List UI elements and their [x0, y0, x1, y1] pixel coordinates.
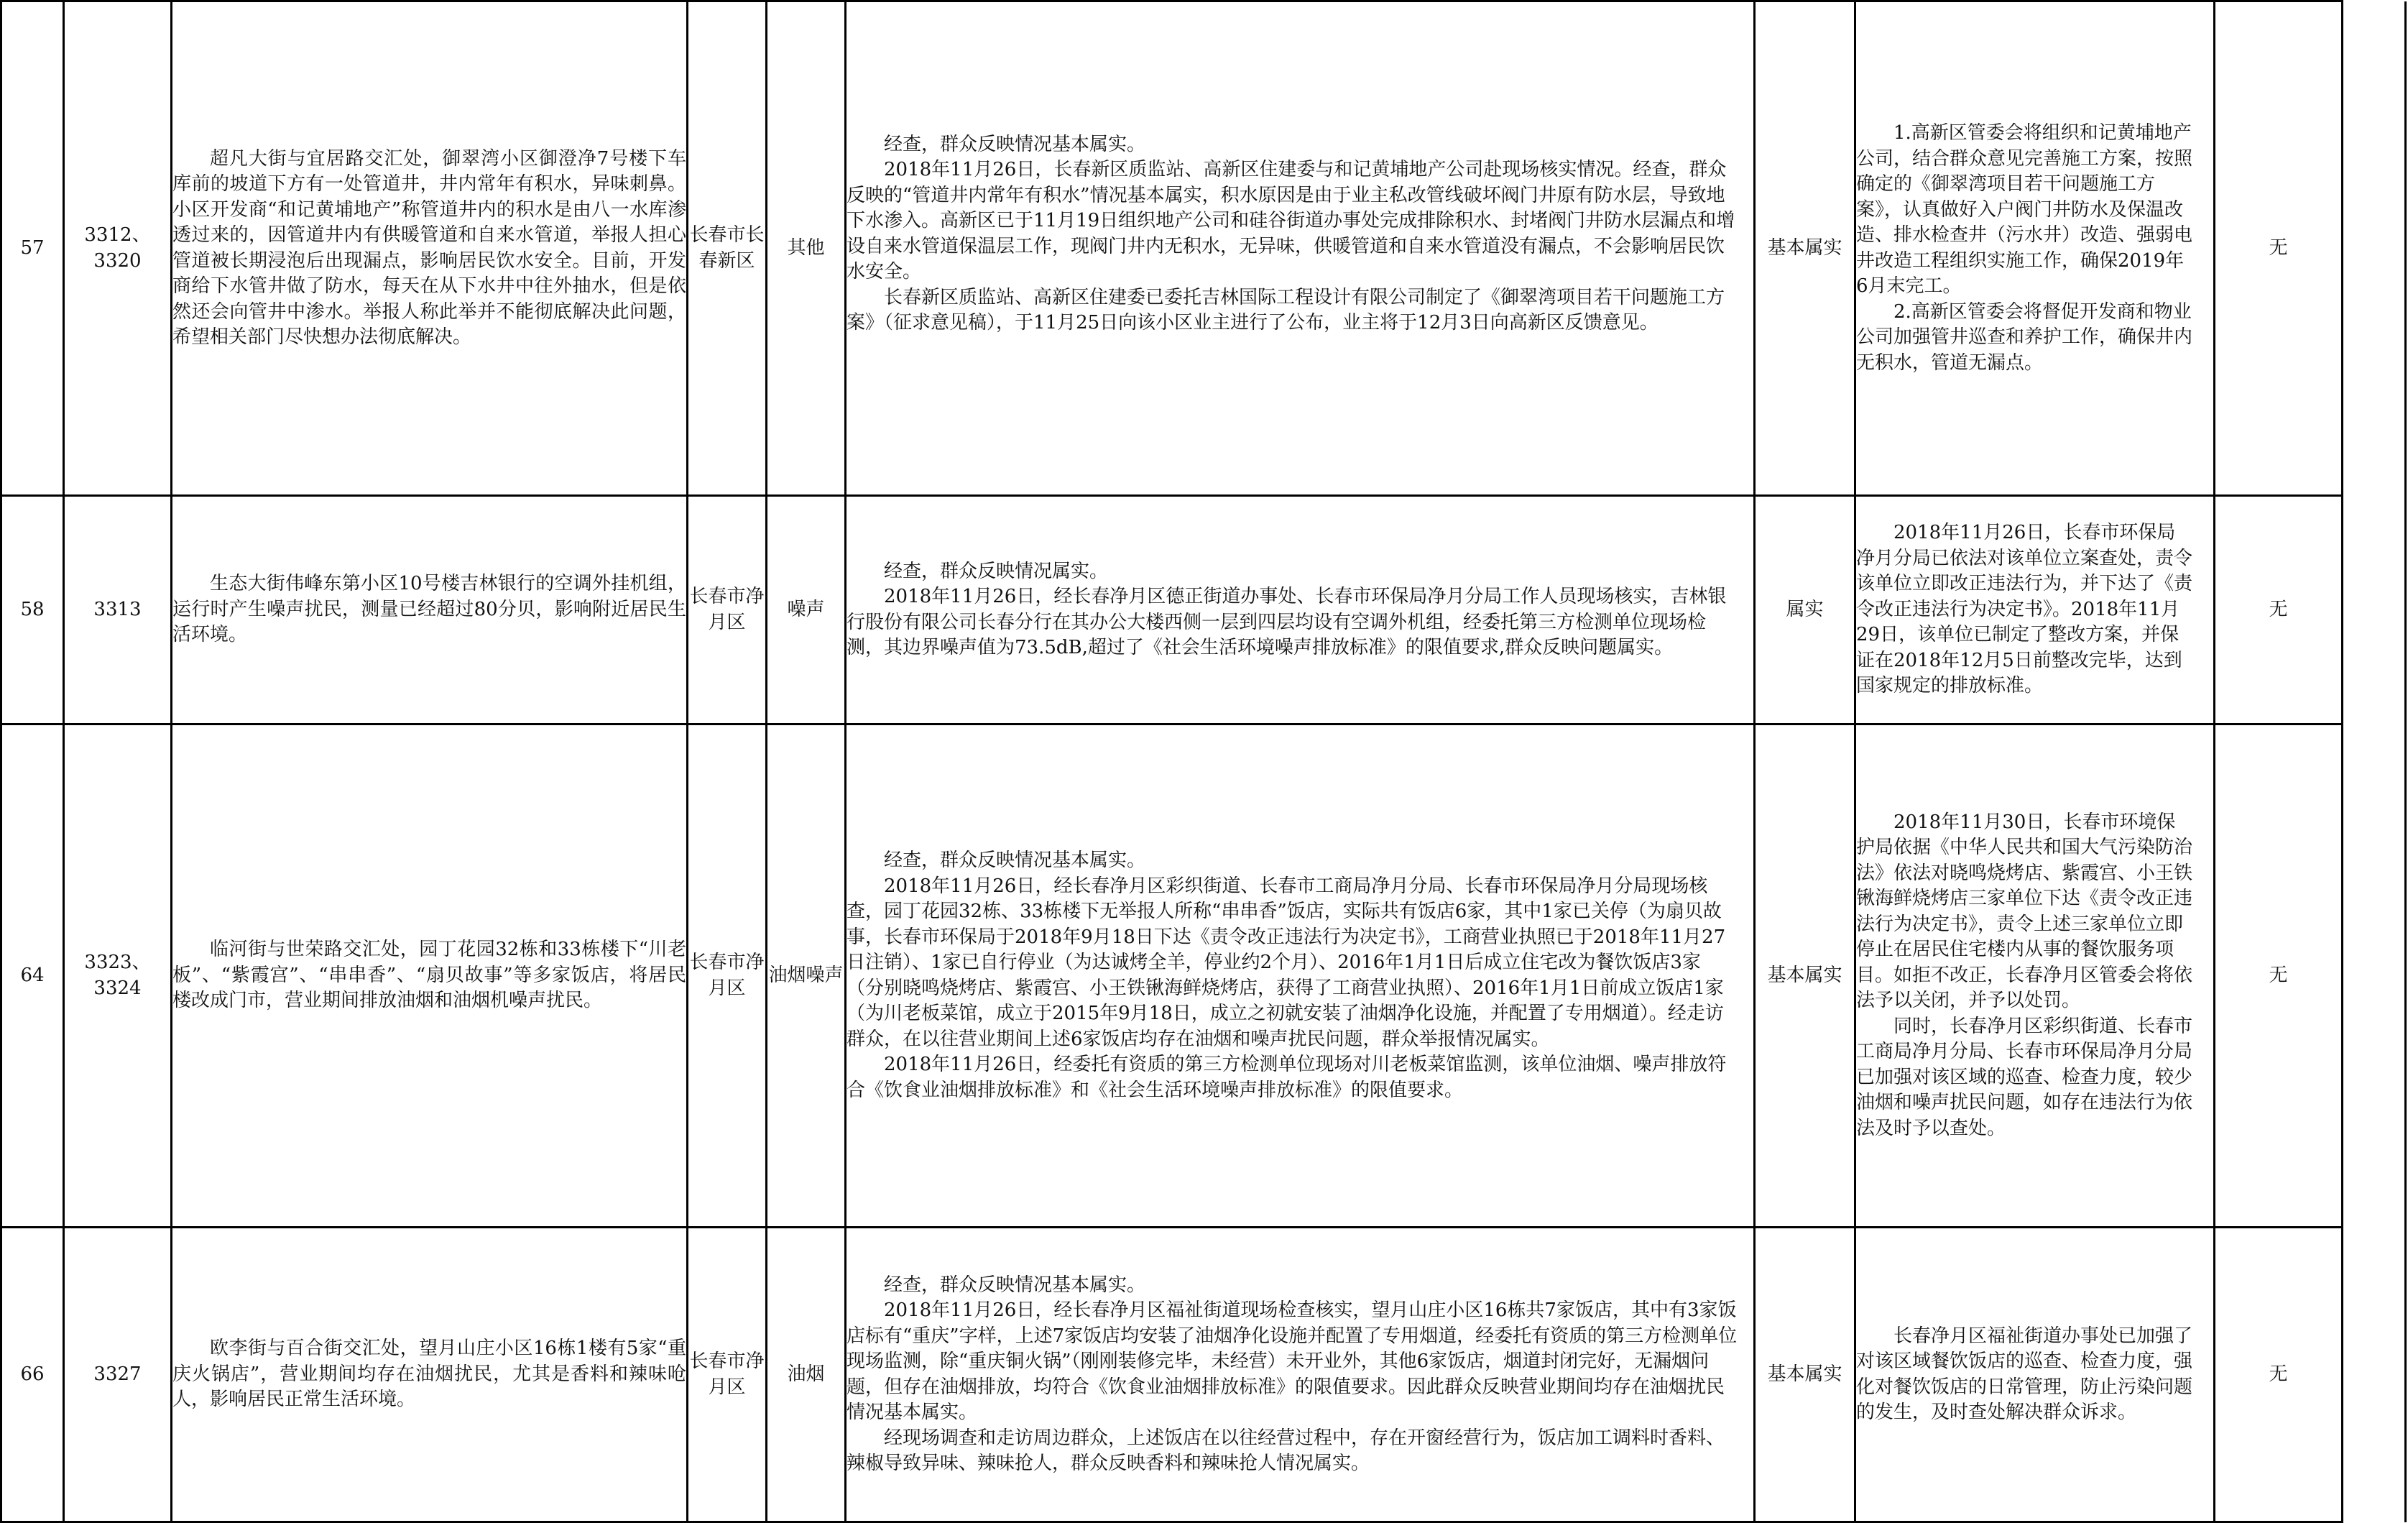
- action-paragraph: 2018年11月26日，长春市环保局净月分局已依法对该单位立案查处，责令该单位立即改正违法行为，并下达了《责令改正违法行为决定书》。2018年11月29日，该单位已制定了整改方案，并保证在2018年12月5日前整改完毕，达到国家规定的排放标准。: [1856, 522, 2193, 697]
- table-row: [1, 724, 2406, 1228]
- action-paragraph: 同时，长春净月区彩织街道、长春市工商局净月分局、长春市环保局净月分局已加强对该区域的巡查、检查力度，较少油烟和噪声扰民问题，如存在违法行为依法及时予以查处。: [1856, 1015, 2193, 1139]
- action-paragraph: 2018年11月30日，长春市环境保护局依据《中华人民共和国大气污染防治法》依法对晓鸣烧烤店、紫霞宫、小王铁锹海鲜烧烤店三家单位下达《责令改正违法行为决定书》，责令上述三家单位立即停止在居民住宅楼内从事的餐饮服务项目。如拒不改正，长春净月区管委会将依法予以关闭，并予以处罚。: [1856, 811, 2193, 1012]
- verdict: 基本属实: [1755, 1, 1855, 496]
- verdict: 属实: [1755, 496, 1855, 724]
- investigation-result: [846, 1, 1755, 496]
- administrative-area: 长春市净月区: [688, 724, 767, 1228]
- action-paragraph: 2.高新区管委会将督促开发商和物业公司加强管井巡查和养护工作，确保井内无积水，管道无漏点。: [1856, 300, 2193, 374]
- result-paragraph: 2018年11月26日，经长春净月区彩织街道、长春市工商局净月分局、长春市环保局净月分局现场核查，园丁花园32栋、33栋楼下无举报人所称“串串香”饭店，实际共有饭店6家，其中1家已关停（为扇贝故事，长春市环保局于2018年9月18日下达《责令改正违法行为决定书》，工商营业执照已于2018年11月27日注销）、1家已自行停业（为达诚烤全羊，停业约2个月）、2016年1月1日后成立住宅改为餐饮饭店3家（分别晓鸣烧烤店、紫霞宫、小王铁锹海鲜烧烤店，获得了工商营业执照）、2016年1月1日前成立饭店1家（为川老板菜馆，成立于2015年9月18日，成立之初就安装了油烟净化设施，并配置了专用烟道）。经走访群众，在以往营业期间上述6家饭店均存在油烟和噪声扰民问题，群众举报情况属实。: [847, 875, 1726, 1050]
- administrative-area: 长春市净月区: [688, 1228, 767, 1522]
- handling-action: [1855, 1228, 2215, 1522]
- row-number: 66: [1, 1228, 64, 1522]
- handling-action: [1855, 1, 2215, 496]
- row-number: 57: [1, 1, 64, 496]
- blank-column: [2343, 724, 2406, 1228]
- blank-column: [2343, 1, 2406, 496]
- result-paragraph: 2018年11月26日，长春新区质监站、高新区住建委与和记黄埔地产公司赴现场核实情况。经查，群众反映的“管道井内常年有积水”情况基本属实，积水原因是由于业主私改管线破坏阀门井原有防水层，导致地下水渗入。高新区已于11月19日组织地产公司和硅谷街道办事处完成排除积水、封堵阀门井防水层漏点和增设自来水管道保温层工作，现阀门井内无积水，无异味，供暖管道和自来水管道没有漏点，不会影响居民饮水安全。: [847, 159, 1735, 282]
- result-paragraph: 长春新区质监站、高新区住建委已委托吉林国际工程设计有限公司制定了《御翠湾项目若干问题施工方案》（征求意见稿），于11月25日向该小区业主进行了公布，业主将于12月3日向高新区反馈意见。: [847, 286, 1725, 333]
- result-paragraph: 2018年11月26日，经委托有资质的第三方检测单位现场对川老板菜馆监测，该单位油烟、噪声排放符合《饮食业油烟排放标准》和《社会生活环境噪声排放标准》的限值要求。: [847, 1054, 1727, 1101]
- case-id: 3323、3324: [64, 724, 172, 1228]
- investigation-result: [846, 496, 1755, 724]
- investigation-result: [846, 1228, 1755, 1522]
- complaint-description: 欧李街与百合街交汇处，望月山庄小区16栋1楼有5家“重庆火锅店”，营业期间均存在油烟扰民，尤其是香料和辣味呛人，影响居民正常生活环境。: [172, 1228, 688, 1522]
- row-number: 58: [1, 496, 64, 724]
- action-paragraph: 长春净月区福祉街道办事处已加强了对该区域餐饮饭店的巡查、检查力度，强化对餐饮饭店的日常管理，防止污染问题的发生，及时查处解决群众诉求。: [1856, 1325, 2193, 1423]
- administrative-area: 长春市净月区: [688, 496, 767, 724]
- action-paragraph: 1.高新区管委会将组织和记黄埔地产公司，结合群众意见完善施工方案，按照确定的《御翠湾项目若干问题施工方案》，认真做好入户阀门井防水及保温改造、排水检查井（污水井）改造、强弱电井改造工程组织实施工作，确保2019年6月末完工。: [1856, 122, 2193, 297]
- verdict: 基本属实: [1755, 724, 1855, 1228]
- result-paragraph: 2018年11月26日，经长春净月区福祉街道现场检查核实，望月山庄小区16栋共7家饭店，其中有3家饭店标有“重庆”字样，上述7家饭店均安装了油烟净化设施并配置了专用烟道，经委托有资质的第三方检测单位现场监测，除“重庆铜火锅”（刚刚装修完毕，未经营）未开业外，其他6家饭店，烟道封闭完好，无漏烟问题，但存在油烟排放，均符合《饮食业油烟排放标准》的限值要求。因此群众反映营业期间均存在油烟扰民情况基本属实。: [847, 1299, 1738, 1423]
- investigation-result: [846, 724, 1755, 1228]
- row-number: 64: [1, 724, 64, 1228]
- accountability: 无: [2215, 1, 2343, 496]
- handling-action: [1855, 496, 2215, 724]
- blank-column: [2343, 496, 2406, 724]
- table-row: [1, 1, 2406, 496]
- result-paragraph: 经查，群众反映情况基本属实。: [884, 1274, 1146, 1296]
- table-row: [1, 1228, 2406, 1522]
- pollution-type: 油烟: [767, 1228, 846, 1522]
- pollution-type: 噪声: [767, 496, 846, 724]
- result-paragraph: 经查，群众反映情况基本属实。: [884, 133, 1146, 155]
- complaint-description: 生态大街伟峰东第小区10号楼吉林银行的空调外挂机组，运行时产生噪声扰民，测量已经超过80分贝，影响附近居民生活环境。: [172, 496, 688, 724]
- pollution-type: 油烟噪声: [767, 724, 846, 1228]
- case-id: 3313: [64, 496, 172, 724]
- table-row: [1, 496, 2406, 724]
- complaint-description: 超凡大街与宜居路交汇处，御翠湾小区御澄净7号楼下车库前的坡道下方有一处管道井，井内常年有积水，异味刺鼻。小区开发商“和记黄埔地产”称管道井内的积水是由八一水库渗透过来的，因管道井内有供暖管道和自来水管道，举报人担心管道被长期浸泡后出现漏点，影响居民饮水安全。目前，开发商给下水管井做了防水，每天在从下水井中往外抽水，但是依然还会向管井中渗水。举报人称此举并不能彻底解决此问题，希望相关部门尽快想办法彻底解决。: [172, 1, 688, 496]
- handling-action: [1855, 724, 2215, 1228]
- accountability: 无: [2215, 1228, 2343, 1522]
- result-paragraph: 经查，群众反映情况基本属实。: [884, 850, 1146, 871]
- result-paragraph: 2018年11月26日，经长春净月区德正街道办事处、长春市环保局净月分局工作人员现场核实，吉林银行股份有限公司长春分行在其办公大楼西侧一层到四层均设有空调外机组，经委托第三方检测单位现场检测，其边界噪声值为73.5dB,超过了《社会生活环境噪声排放标准》的限值要求,群众反映问题属实。: [847, 586, 1727, 658]
- pollution-type: 其他: [767, 1, 846, 496]
- blank-column: [2343, 1228, 2406, 1522]
- case-id: 3312、3320: [64, 1, 172, 496]
- complaint-description: 临河街与世荣路交汇处，园丁花园32栋和33栋楼下“川老板”、“紫霞宫”、“串串香”、“扇贝故事”等多家饭店，将居民楼改成门市，营业期间排放油烟和油烟机噪声扰民。: [172, 724, 688, 1228]
- accountability: 无: [2215, 724, 2343, 1228]
- administrative-area: 长春市长春新区: [688, 1, 767, 496]
- result-paragraph: 经查，群众反映情况属实。: [884, 560, 1109, 582]
- result-paragraph: 经现场调查和走访周边群众，上述饭店在以往经营过程中，存在开窗经营行为，饭店加工调料时香料、辣椒导致异味、辣味抢人，群众反映香料和辣味抢人情况属实。: [847, 1427, 1725, 1474]
- verdict: 基本属实: [1755, 1228, 1855, 1522]
- accountability: 无: [2215, 496, 2343, 724]
- case-id: 3327: [64, 1228, 172, 1522]
